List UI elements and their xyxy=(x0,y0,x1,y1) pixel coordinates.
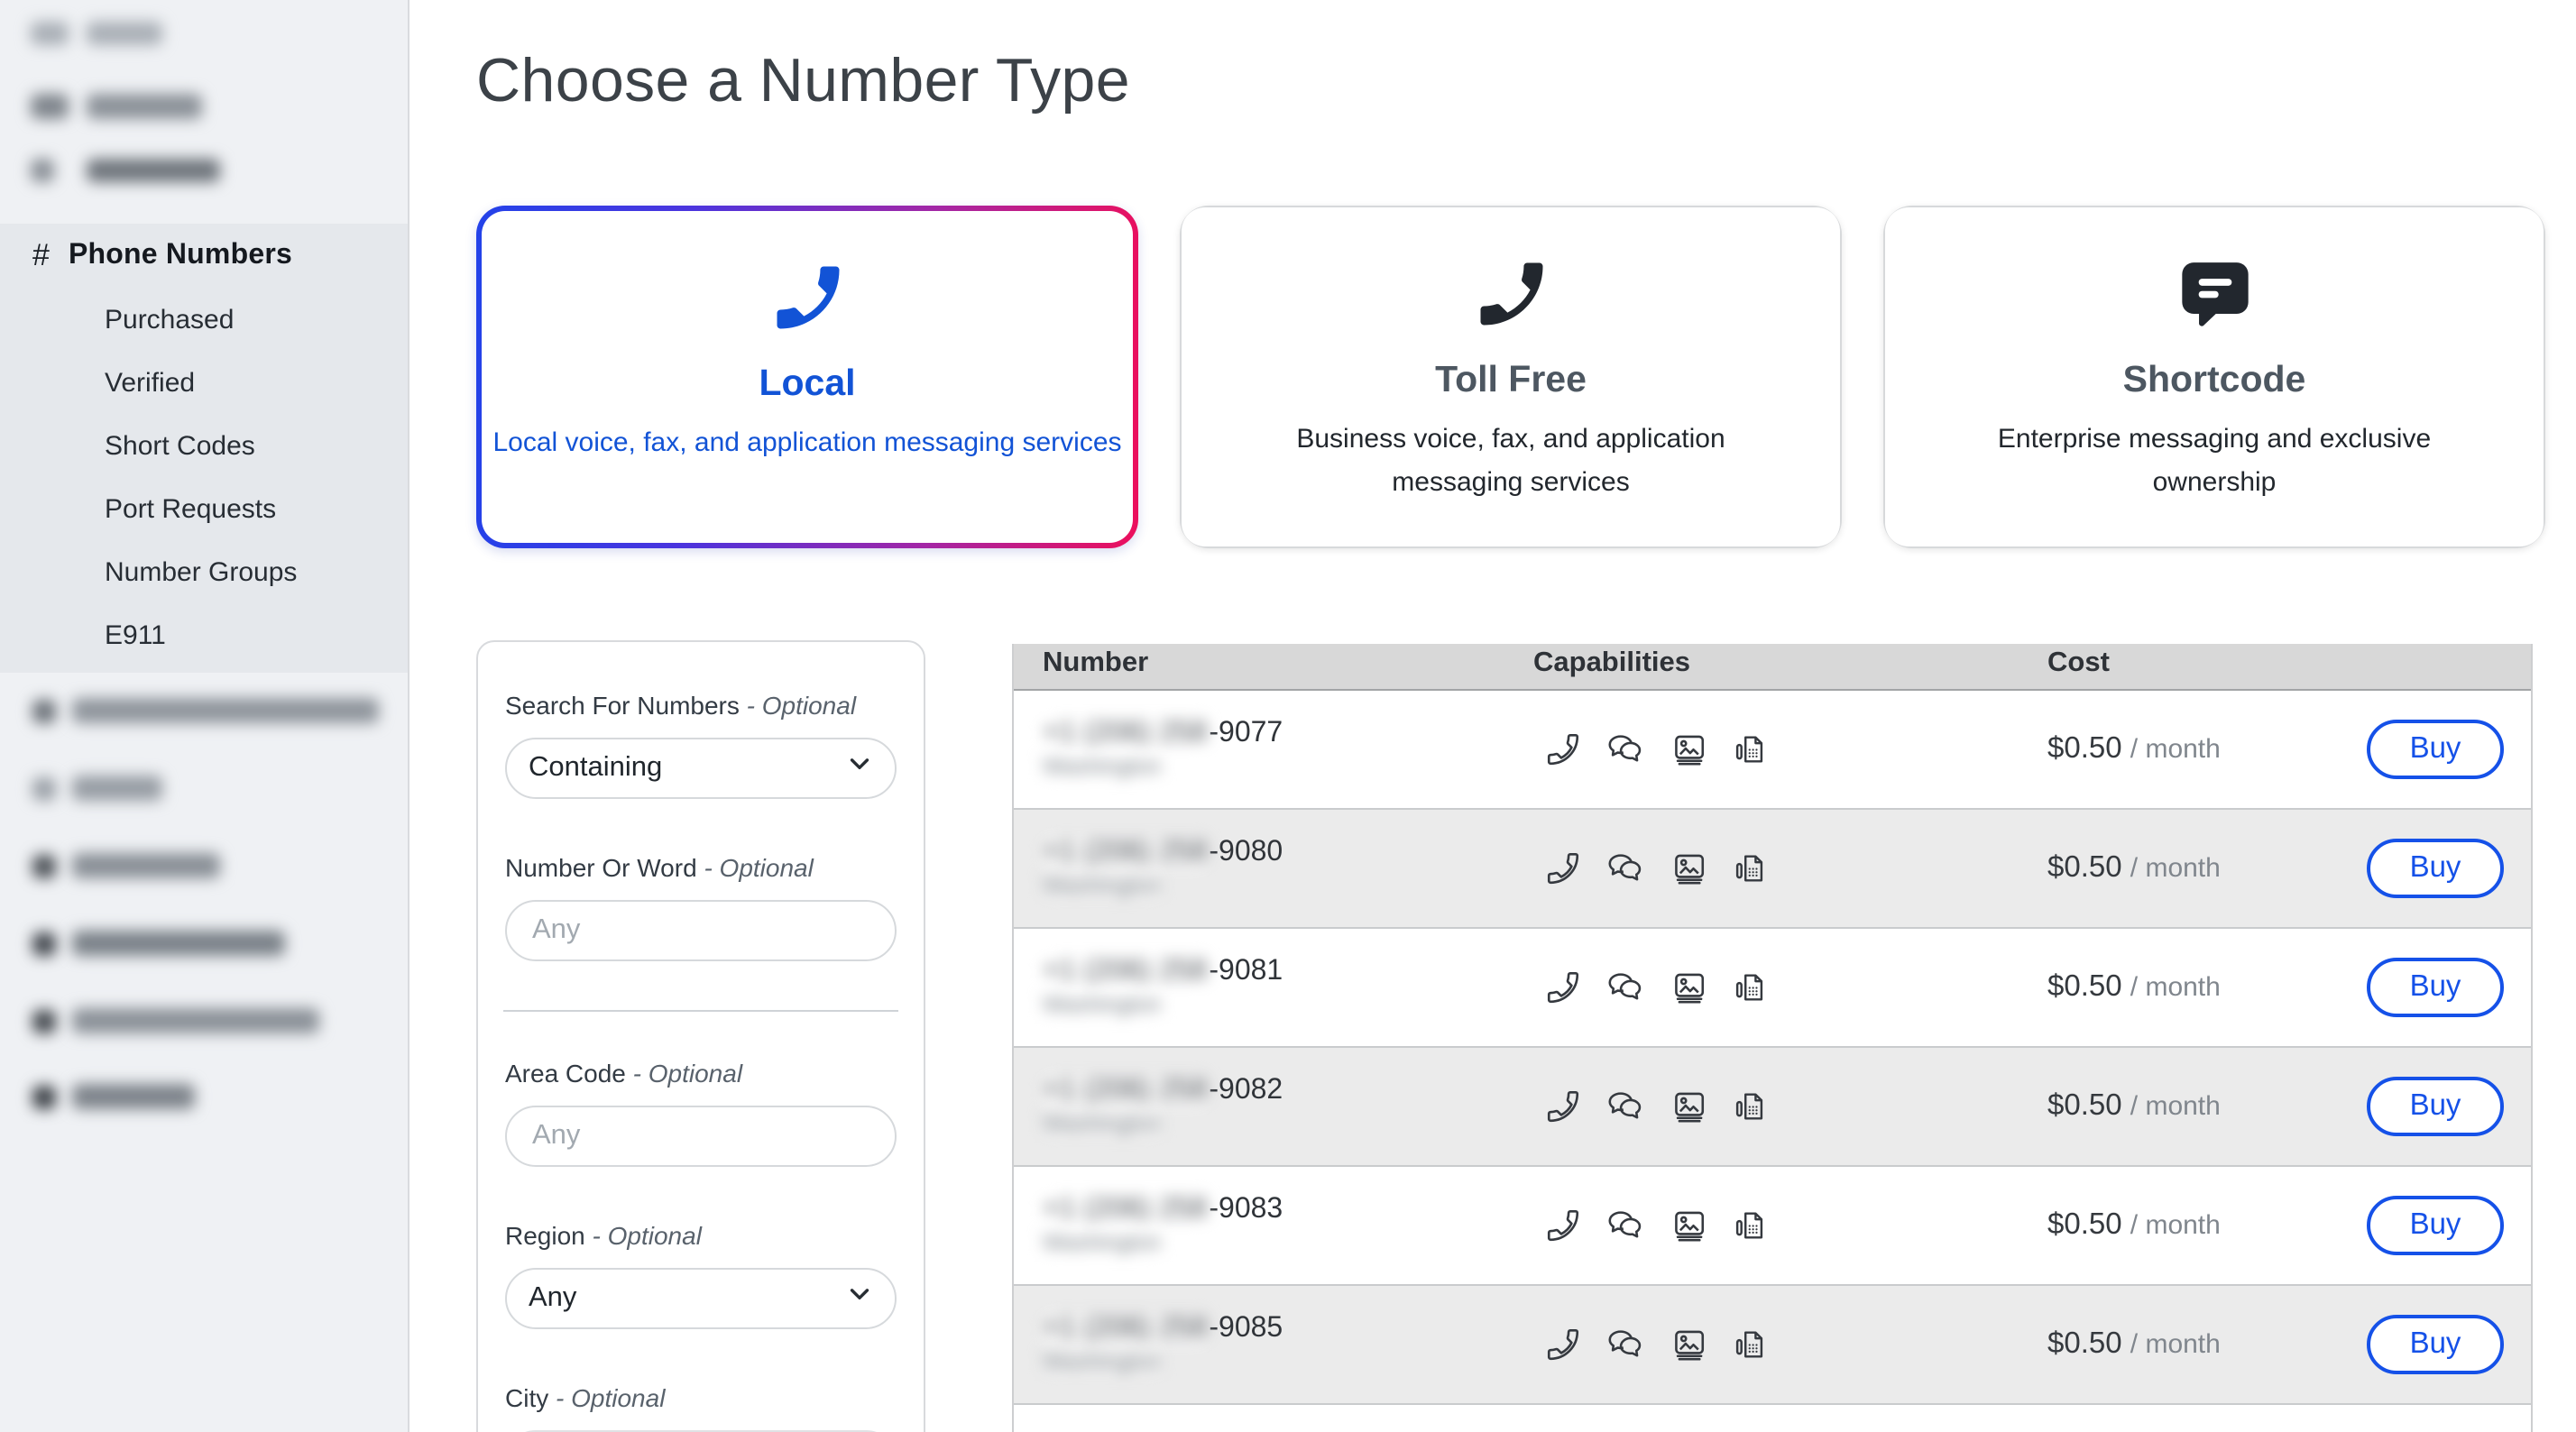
table-row xyxy=(1014,810,2531,929)
redacted-nav-icon[interactable] xyxy=(32,932,56,956)
redacted-nav-icon[interactable] xyxy=(32,1010,56,1033)
mms-icon xyxy=(1669,730,1708,769)
hash-icon: # xyxy=(32,238,50,272)
price: $0.50 xyxy=(2047,970,2122,1003)
sidebar-item-port-requests[interactable]: Port Requests xyxy=(105,494,277,525)
capabilities-cell xyxy=(1544,968,2047,1007)
fax-icon xyxy=(1732,1088,1770,1125)
optional-text: - Optional xyxy=(592,1221,702,1250)
price: $0.50 xyxy=(2047,1208,2122,1241)
sidebar-item-purchased[interactable]: Purchased xyxy=(105,305,235,335)
sms-icon xyxy=(1605,1087,1645,1126)
buy-button[interactable]: Buy xyxy=(2367,958,2504,1017)
number-cell xyxy=(1014,955,1544,1020)
capabilities-cell xyxy=(1544,730,2047,769)
capabilities-cell xyxy=(1544,1087,2047,1126)
sms-icon xyxy=(1605,730,1645,769)
label-text: City xyxy=(505,1383,549,1412)
sidebar-item-short-codes[interactable]: Short Codes xyxy=(105,431,255,462)
table-row xyxy=(1014,1048,2531,1167)
redacted-number-prefix: +1 (206) 258 xyxy=(1043,717,1208,748)
table-row-partial xyxy=(1014,1405,2531,1432)
cost-cell xyxy=(2047,851,2367,886)
sms-icon xyxy=(1605,968,1645,1007)
redacted-number-prefix: +1 (206) 258 xyxy=(1043,1312,1208,1343)
buy-button[interactable]: Buy xyxy=(2367,720,2504,779)
buy-button[interactable]: Buy xyxy=(2367,1077,2504,1136)
price-unit: / month xyxy=(2130,1091,2221,1122)
phone-icon xyxy=(1544,968,1582,1006)
label-text: Number Or Word xyxy=(505,853,697,882)
phone-icon xyxy=(1544,1326,1582,1363)
number-suffix: -9082 xyxy=(1209,1074,1283,1105)
redacted-nav-label[interactable] xyxy=(87,159,220,182)
cost-cell xyxy=(2047,1089,2367,1124)
sidebar-item-verified[interactable]: Verified xyxy=(105,368,196,399)
redacted-location: Washington xyxy=(1043,1110,1162,1135)
table-body xyxy=(1014,691,2531,1405)
sidebar-item-phone-numbers[interactable] xyxy=(0,234,408,278)
card-description: Business voice, fax, and application messaging services xyxy=(1296,424,1725,498)
optional-text: - Optional xyxy=(556,1383,666,1412)
field-label xyxy=(505,689,897,721)
card-title: Local xyxy=(759,363,856,404)
redacted-nav-label[interactable] xyxy=(72,1084,195,1109)
phone-icon xyxy=(766,256,849,339)
price-unit: / month xyxy=(2130,1210,2221,1241)
price-unit: / month xyxy=(2130,853,2221,884)
redacted-nav-label[interactable] xyxy=(72,853,220,878)
redacted-nav-label[interactable] xyxy=(72,931,285,956)
area-code-field-wrap xyxy=(505,1106,897,1167)
label-text: Search For Numbers xyxy=(505,691,740,720)
redacted-number-prefix: +1 (206) 258 xyxy=(1043,955,1208,986)
sms-icon xyxy=(1605,1325,1645,1364)
price-unit: / month xyxy=(2130,734,2221,765)
column-header-cost: Cost xyxy=(2047,647,2110,678)
number-or-word-field-wrap xyxy=(505,900,897,961)
card-description: Enterprise messaging and exclusive ownership xyxy=(1997,424,2432,498)
field-label xyxy=(505,1219,897,1252)
mms-icon xyxy=(1669,968,1708,1007)
chat-bubble-icon xyxy=(2175,252,2254,335)
table-row xyxy=(1014,1286,2531,1405)
sidebar xyxy=(0,0,409,1432)
chevron-down-icon xyxy=(846,750,873,786)
redacted-location: Washington xyxy=(1043,753,1162,778)
cost-cell xyxy=(2047,970,2367,1005)
select-value: Containing xyxy=(529,752,663,783)
number-cell xyxy=(1014,836,1544,901)
table-row xyxy=(1014,929,2531,1048)
phone-icon xyxy=(1544,1088,1582,1125)
redacted-nav-icon[interactable] xyxy=(32,700,56,723)
redacted-nav-label[interactable] xyxy=(72,698,379,723)
mms-icon xyxy=(1669,1087,1708,1126)
card-description: Local voice, fax, and application messaging services xyxy=(492,427,1122,458)
field-label xyxy=(505,1382,897,1414)
redacted-number-prefix: +1 (206) 258 xyxy=(1043,1193,1208,1224)
area-code-input[interactable] xyxy=(529,1118,873,1154)
card-toll-free[interactable] xyxy=(1180,206,1842,548)
redacted-nav-icon[interactable] xyxy=(32,1086,56,1109)
mms-icon xyxy=(1669,1325,1708,1364)
buy-button[interactable]: Buy xyxy=(2367,839,2504,898)
capabilities-cell xyxy=(1544,1206,2047,1245)
redacted-location: Washington xyxy=(1043,872,1162,897)
column-header-capabilities: Capabilities xyxy=(1533,647,1690,678)
buy-button[interactable]: Buy xyxy=(2367,1315,2504,1374)
redacted-number-prefix: +1 (206) 258 xyxy=(1043,1074,1208,1105)
redacted-location: Washington xyxy=(1043,1229,1162,1254)
optional-text: - Optional xyxy=(746,691,857,720)
sidebar-section-phone-numbers xyxy=(0,224,408,673)
redacted-number-prefix: +1 (206) 258 xyxy=(1043,836,1208,867)
card-title: Toll Free xyxy=(1435,359,1587,400)
fax-icon xyxy=(1732,730,1770,768)
cost-cell xyxy=(2047,1208,2367,1243)
table-header xyxy=(1014,644,2531,691)
redacted-nav-icon[interactable] xyxy=(32,855,56,878)
number-cell xyxy=(1014,1074,1544,1139)
mms-icon xyxy=(1669,849,1708,888)
table-row xyxy=(1014,1167,2531,1286)
redacted-nav-icon[interactable] xyxy=(31,159,54,182)
price: $0.50 xyxy=(2047,732,2122,765)
label-text: Area Code xyxy=(505,1059,626,1088)
fax-icon xyxy=(1732,849,1770,887)
field-label xyxy=(505,1057,897,1089)
region-select[interactable] xyxy=(505,1268,897,1329)
buy-button[interactable]: Buy xyxy=(2367,1196,2504,1255)
redacted-nav-icon[interactable] xyxy=(32,777,56,801)
phone-icon xyxy=(1544,1207,1582,1244)
redacted-location: Washington xyxy=(1043,1348,1162,1373)
number-suffix: -9083 xyxy=(1209,1193,1283,1224)
optional-text: - Optional xyxy=(632,1059,743,1088)
fax-icon xyxy=(1732,968,1770,1006)
column-header-number: Number xyxy=(1043,647,1149,678)
number-search-form xyxy=(476,640,925,1432)
label-text: Region xyxy=(505,1221,585,1250)
redacted-nav-label[interactable] xyxy=(72,776,162,801)
fax-icon xyxy=(1732,1326,1770,1363)
select-value: Any xyxy=(529,1282,577,1313)
price: $0.50 xyxy=(2047,1089,2122,1122)
number-cell xyxy=(1014,717,1544,782)
redacted-logo-icon xyxy=(31,22,69,45)
cost-cell xyxy=(2047,1327,2367,1362)
number-cell xyxy=(1014,1193,1544,1258)
redacted-logo-label xyxy=(87,22,162,45)
search-type-select[interactable] xyxy=(505,738,897,799)
field-label xyxy=(505,851,897,884)
redacted-location: Washington xyxy=(1043,991,1162,1016)
chevron-down-icon xyxy=(846,1281,873,1317)
sidebar-section-title: Phone Numbers xyxy=(69,240,292,271)
capabilities-cell xyxy=(1544,1325,2047,1364)
capabilities-cell xyxy=(1544,849,2047,888)
price: $0.50 xyxy=(2047,1327,2122,1360)
main-content xyxy=(409,0,2576,1432)
number-suffix: -9080 xyxy=(1209,836,1283,867)
redacted-nav-icon[interactable] xyxy=(31,94,69,119)
phone-icon xyxy=(1469,252,1552,335)
card-title: Shortcode xyxy=(2122,359,2306,400)
mms-icon xyxy=(1669,1206,1708,1245)
available-numbers-table xyxy=(1012,644,2533,1432)
price-unit: / month xyxy=(2130,972,2221,1003)
phone-icon xyxy=(1544,730,1582,768)
number-suffix: -9081 xyxy=(1209,955,1283,986)
sidebar-item-e911[interactable]: E911 xyxy=(105,620,166,651)
fax-icon xyxy=(1732,1207,1770,1244)
card-local[interactable] xyxy=(476,206,1138,548)
number-suffix: -9085 xyxy=(1209,1312,1283,1343)
number-suffix: -9077 xyxy=(1209,717,1283,748)
price: $0.50 xyxy=(2047,851,2122,884)
cost-cell xyxy=(2047,732,2367,766)
price-unit: / month xyxy=(2130,1329,2221,1360)
card-shortcode[interactable] xyxy=(1883,206,2545,548)
number-type-cards xyxy=(476,206,2545,548)
number-cell xyxy=(1014,1312,1544,1377)
form-divider xyxy=(503,1010,898,1012)
redacted-nav-label[interactable] xyxy=(87,94,202,119)
number-or-word-input[interactable] xyxy=(529,913,873,949)
page-title: Choose a Number Type xyxy=(476,47,1130,115)
sms-icon xyxy=(1605,849,1645,888)
optional-text: - Optional xyxy=(704,853,814,882)
table-row xyxy=(1014,691,2531,810)
redacted-nav-label[interactable] xyxy=(72,1008,319,1033)
sms-icon xyxy=(1605,1206,1645,1245)
phone-icon xyxy=(1544,849,1582,887)
sidebar-item-number-groups[interactable]: Number Groups xyxy=(105,557,298,588)
